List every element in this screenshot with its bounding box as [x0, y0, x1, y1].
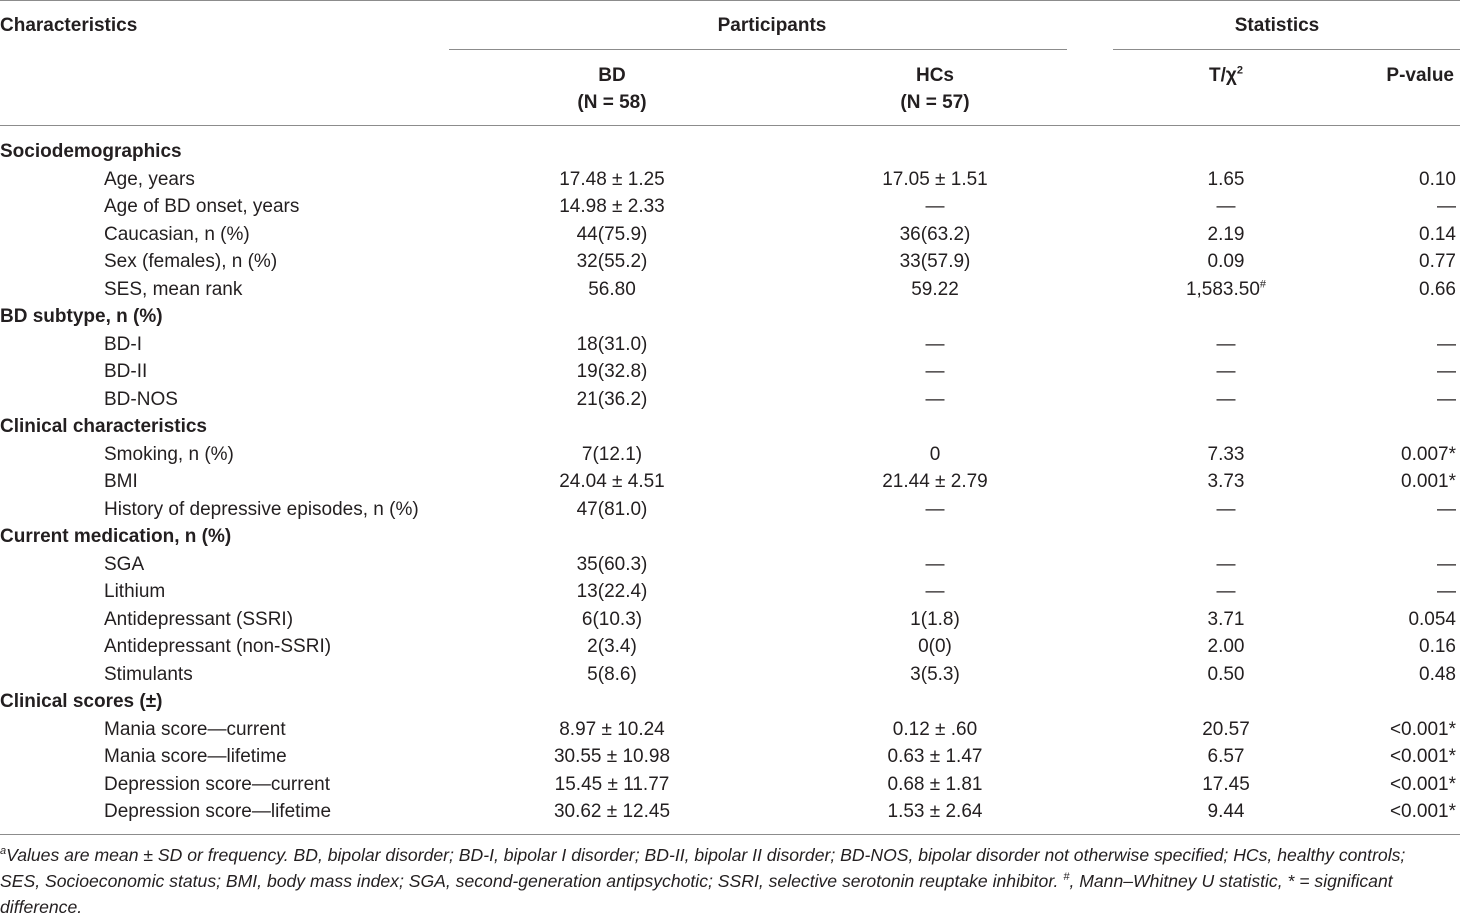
section-row [0, 688, 1460, 715]
stat-value: — [1216, 196, 1236, 217]
bd-value: 6(10.3) [581, 608, 643, 630]
table-row [0, 771, 1460, 798]
p-value: — [1437, 498, 1456, 520]
stat-value: — [1216, 333, 1236, 355]
row-label: Stimulants [104, 663, 193, 685]
row-label: Depression score—current [104, 773, 330, 795]
table-row [0, 248, 1460, 275]
p-value: — [1437, 388, 1456, 410]
p-value: — [1437, 333, 1456, 355]
row-label: SGA [104, 553, 145, 575]
bd-value: 8.97 ± 10.24 [559, 718, 665, 740]
row-label: Sex (females), n (%) [104, 251, 278, 272]
footnote-text-1: Values are mean ± SD or frequency. BD, bipolar disorder; BD-I, bipolar I disorder; BD-II, bipolar II disorder; BD-NOS, bipolar disorder not otherwise specified; HCs, healthy controls; [6, 845, 1406, 865]
hc-value: 21.44 ± 2.79 [882, 471, 988, 492]
table-row [0, 743, 1460, 770]
table-row [0, 276, 1460, 303]
bd-value: 17.48 ± 1.25 [559, 168, 665, 190]
stat-value [1146, 276, 1306, 303]
bd-value: 18(31.0) [576, 333, 648, 355]
header-stat [1146, 62, 1306, 89]
hc-value: 0.63 ± 1.47 [887, 746, 983, 767]
stat-value: — [1216, 498, 1236, 520]
hc-value: 59.22 [911, 278, 959, 300]
header-hcs-n: (N = 57) [900, 92, 970, 113]
row-label: SES, mean rank [104, 278, 243, 300]
bd-value: 30.62 ± 12.45 [553, 801, 671, 822]
bd-value: 30.55 ± 10.98 [553, 746, 671, 767]
bd-value: 32(55.2) [576, 251, 648, 272]
table-row [0, 551, 1460, 578]
table-row [0, 193, 1460, 220]
stat-value: — [1216, 361, 1236, 382]
p-value: 0.16 [1419, 636, 1456, 657]
hc-value: 17.05 ± 1.51 [882, 168, 988, 190]
p-value: <0.001* [1389, 773, 1456, 795]
bd-value: 2(3.4) [587, 636, 637, 657]
hc-value: 1.53 ± 2.64 [887, 801, 983, 822]
table-row [0, 633, 1460, 660]
stat-text: 1,583.50 [1185, 278, 1260, 300]
stat-value: 6.57 [1207, 746, 1245, 767]
stat-value: — [1216, 581, 1236, 602]
stat-value: 3.73 [1207, 471, 1245, 492]
p-value: 0.10 [1419, 168, 1456, 190]
hc-value: 3(5.3) [910, 663, 960, 685]
stat-sup: # [1259, 278, 1267, 291]
bd-value: 19(32.8) [576, 361, 648, 382]
row-label: Age, years [104, 168, 195, 190]
p-value: 0.007* [1401, 443, 1456, 465]
table-row [0, 606, 1460, 633]
table-row [0, 661, 1460, 688]
bd-value: 21(36.2) [576, 388, 648, 410]
p-value: — [1437, 196, 1456, 217]
row-label: Mania score—lifetime [104, 746, 287, 767]
header-bottom-rule [0, 125, 1460, 126]
section-heading: Clinical scores (±) [0, 691, 163, 712]
stat-value: 17.45 [1202, 773, 1250, 795]
section-row [0, 303, 1460, 330]
hc-value: 0.68 ± 1.81 [887, 773, 983, 795]
row-label: Antidepressant (SSRI) [104, 608, 294, 630]
section-row [0, 523, 1460, 550]
section-row [0, 138, 1460, 165]
hc-value: — [925, 333, 945, 355]
header-bd: BD [598, 65, 626, 86]
row-label: Caucasian, n (%) [104, 223, 250, 245]
footnote [0, 842, 1460, 920]
section-heading: Sociodemographics [0, 141, 182, 162]
stat-value: — [1216, 553, 1236, 575]
table-row [0, 386, 1460, 413]
p-value: <0.001* [1389, 718, 1456, 740]
table-row [0, 221, 1460, 248]
row-label: Mania score—current [104, 718, 286, 740]
row-label: Age of BD onset, years [104, 196, 300, 217]
p-value: <0.001* [1389, 746, 1456, 767]
section-heading: BD subtype, n (%) [0, 306, 163, 327]
hc-value: — [925, 196, 945, 217]
header-stat-label: T/χ [1209, 65, 1237, 86]
row-label: Depression score—lifetime [104, 801, 332, 822]
header-participants: Participants [717, 15, 827, 36]
hc-value: 1(1.8) [910, 608, 960, 630]
row-label: BMI [104, 471, 138, 492]
header-statistics: Statistics [1234, 15, 1320, 36]
bd-value: 7(12.1) [581, 443, 643, 465]
table-bottom-rule [0, 834, 1460, 835]
row-label: History of depressive episodes, n (%) [104, 498, 419, 520]
table-row [0, 798, 1460, 825]
bd-value: 5(8.6) [587, 663, 637, 685]
footnote-line-2 [0, 868, 1460, 920]
row-label: Antidepressant (non-SSRI) [104, 636, 332, 657]
hc-value: — [925, 388, 945, 410]
header-hcs: HCs [915, 65, 954, 86]
row-label: BD-NOS [104, 388, 178, 410]
stat-value: 2.00 [1207, 636, 1245, 657]
stat-value: 1.65 [1207, 168, 1245, 190]
header-pvalue: P-value [1386, 65, 1454, 86]
row-label: Lithium [104, 581, 166, 602]
p-value: 0.001* [1401, 471, 1456, 492]
participants-underline [449, 49, 1067, 50]
p-value: 0.48 [1419, 663, 1456, 685]
header-characteristics: Characteristics [0, 15, 138, 36]
p-value: 0.66 [1419, 278, 1456, 300]
bd-value: 47(81.0) [576, 498, 648, 520]
hc-value: — [925, 553, 945, 575]
header-bd-n: (N = 58) [577, 92, 647, 113]
stat-value: 2.19 [1207, 223, 1245, 245]
hc-value: 36(63.2) [899, 223, 971, 245]
table-row [0, 578, 1460, 605]
table-row [0, 496, 1460, 523]
p-value: — [1437, 361, 1456, 382]
hc-value: — [925, 361, 945, 382]
bd-value: 13(22.4) [576, 581, 648, 602]
bd-value: 14.98 ± 2.33 [559, 196, 665, 217]
table-row [0, 331, 1460, 358]
hc-value: 0 [929, 443, 941, 465]
table-row [0, 716, 1460, 743]
section-heading: Current medication, n (%) [0, 526, 232, 547]
stat-value: 7.33 [1207, 443, 1245, 465]
section-heading: Clinical characteristics [0, 416, 207, 437]
table-row [0, 441, 1460, 468]
section-row [0, 413, 1460, 440]
bd-value: 56.80 [588, 278, 636, 300]
table-row [0, 358, 1460, 385]
p-value: — [1437, 581, 1456, 602]
top-rule [0, 0, 1460, 1]
header-stat-sup: 2 [1236, 64, 1243, 77]
row-label: BD-II [104, 361, 148, 382]
footnote-line-1 [0, 842, 1460, 868]
footnote-hash-sup: # [1063, 871, 1070, 884]
p-value: 0.77 [1419, 251, 1456, 272]
stat-value: 20.57 [1202, 718, 1250, 740]
stat-value: — [1216, 388, 1236, 410]
stat-value: 9.44 [1207, 801, 1245, 822]
row-label: BD-I [104, 333, 142, 355]
table-row [0, 468, 1460, 495]
bd-value: 24.04 ± 4.51 [559, 471, 665, 492]
row-label: Smoking, n (%) [104, 443, 234, 465]
footnote-text-2-end: , Mann–Whitney U statistic, * = significant difference. [0, 871, 1393, 917]
stat-value: 3.71 [1207, 608, 1245, 630]
hc-value: 33(57.9) [899, 251, 971, 272]
p-value: — [1437, 553, 1456, 575]
table-row [0, 166, 1460, 193]
p-value: <0.001* [1389, 801, 1456, 822]
stat-value: 0.09 [1207, 251, 1245, 272]
p-value: 0.054 [1408, 608, 1456, 630]
statistics-underline [1113, 49, 1460, 50]
hc-value: — [925, 498, 945, 520]
hc-value: — [925, 581, 945, 602]
hc-value: 0(0) [918, 636, 952, 657]
bd-value: 44(75.9) [576, 223, 648, 245]
hc-value: 0.12 ± .60 [892, 718, 978, 740]
p-value: 0.14 [1419, 223, 1456, 245]
bd-value: 15.45 ± 11.77 [554, 773, 670, 795]
footnote-sup: a [0, 845, 7, 858]
bd-value: 35(60.3) [576, 553, 648, 575]
stat-value: 0.50 [1207, 663, 1245, 685]
footnote-text-2: SES, Socioeconomic status; BMI, body mass index; SGA, second-generation antipsychotic; SSRI, selective serotonin reuptake inhibitor. [0, 871, 1064, 891]
